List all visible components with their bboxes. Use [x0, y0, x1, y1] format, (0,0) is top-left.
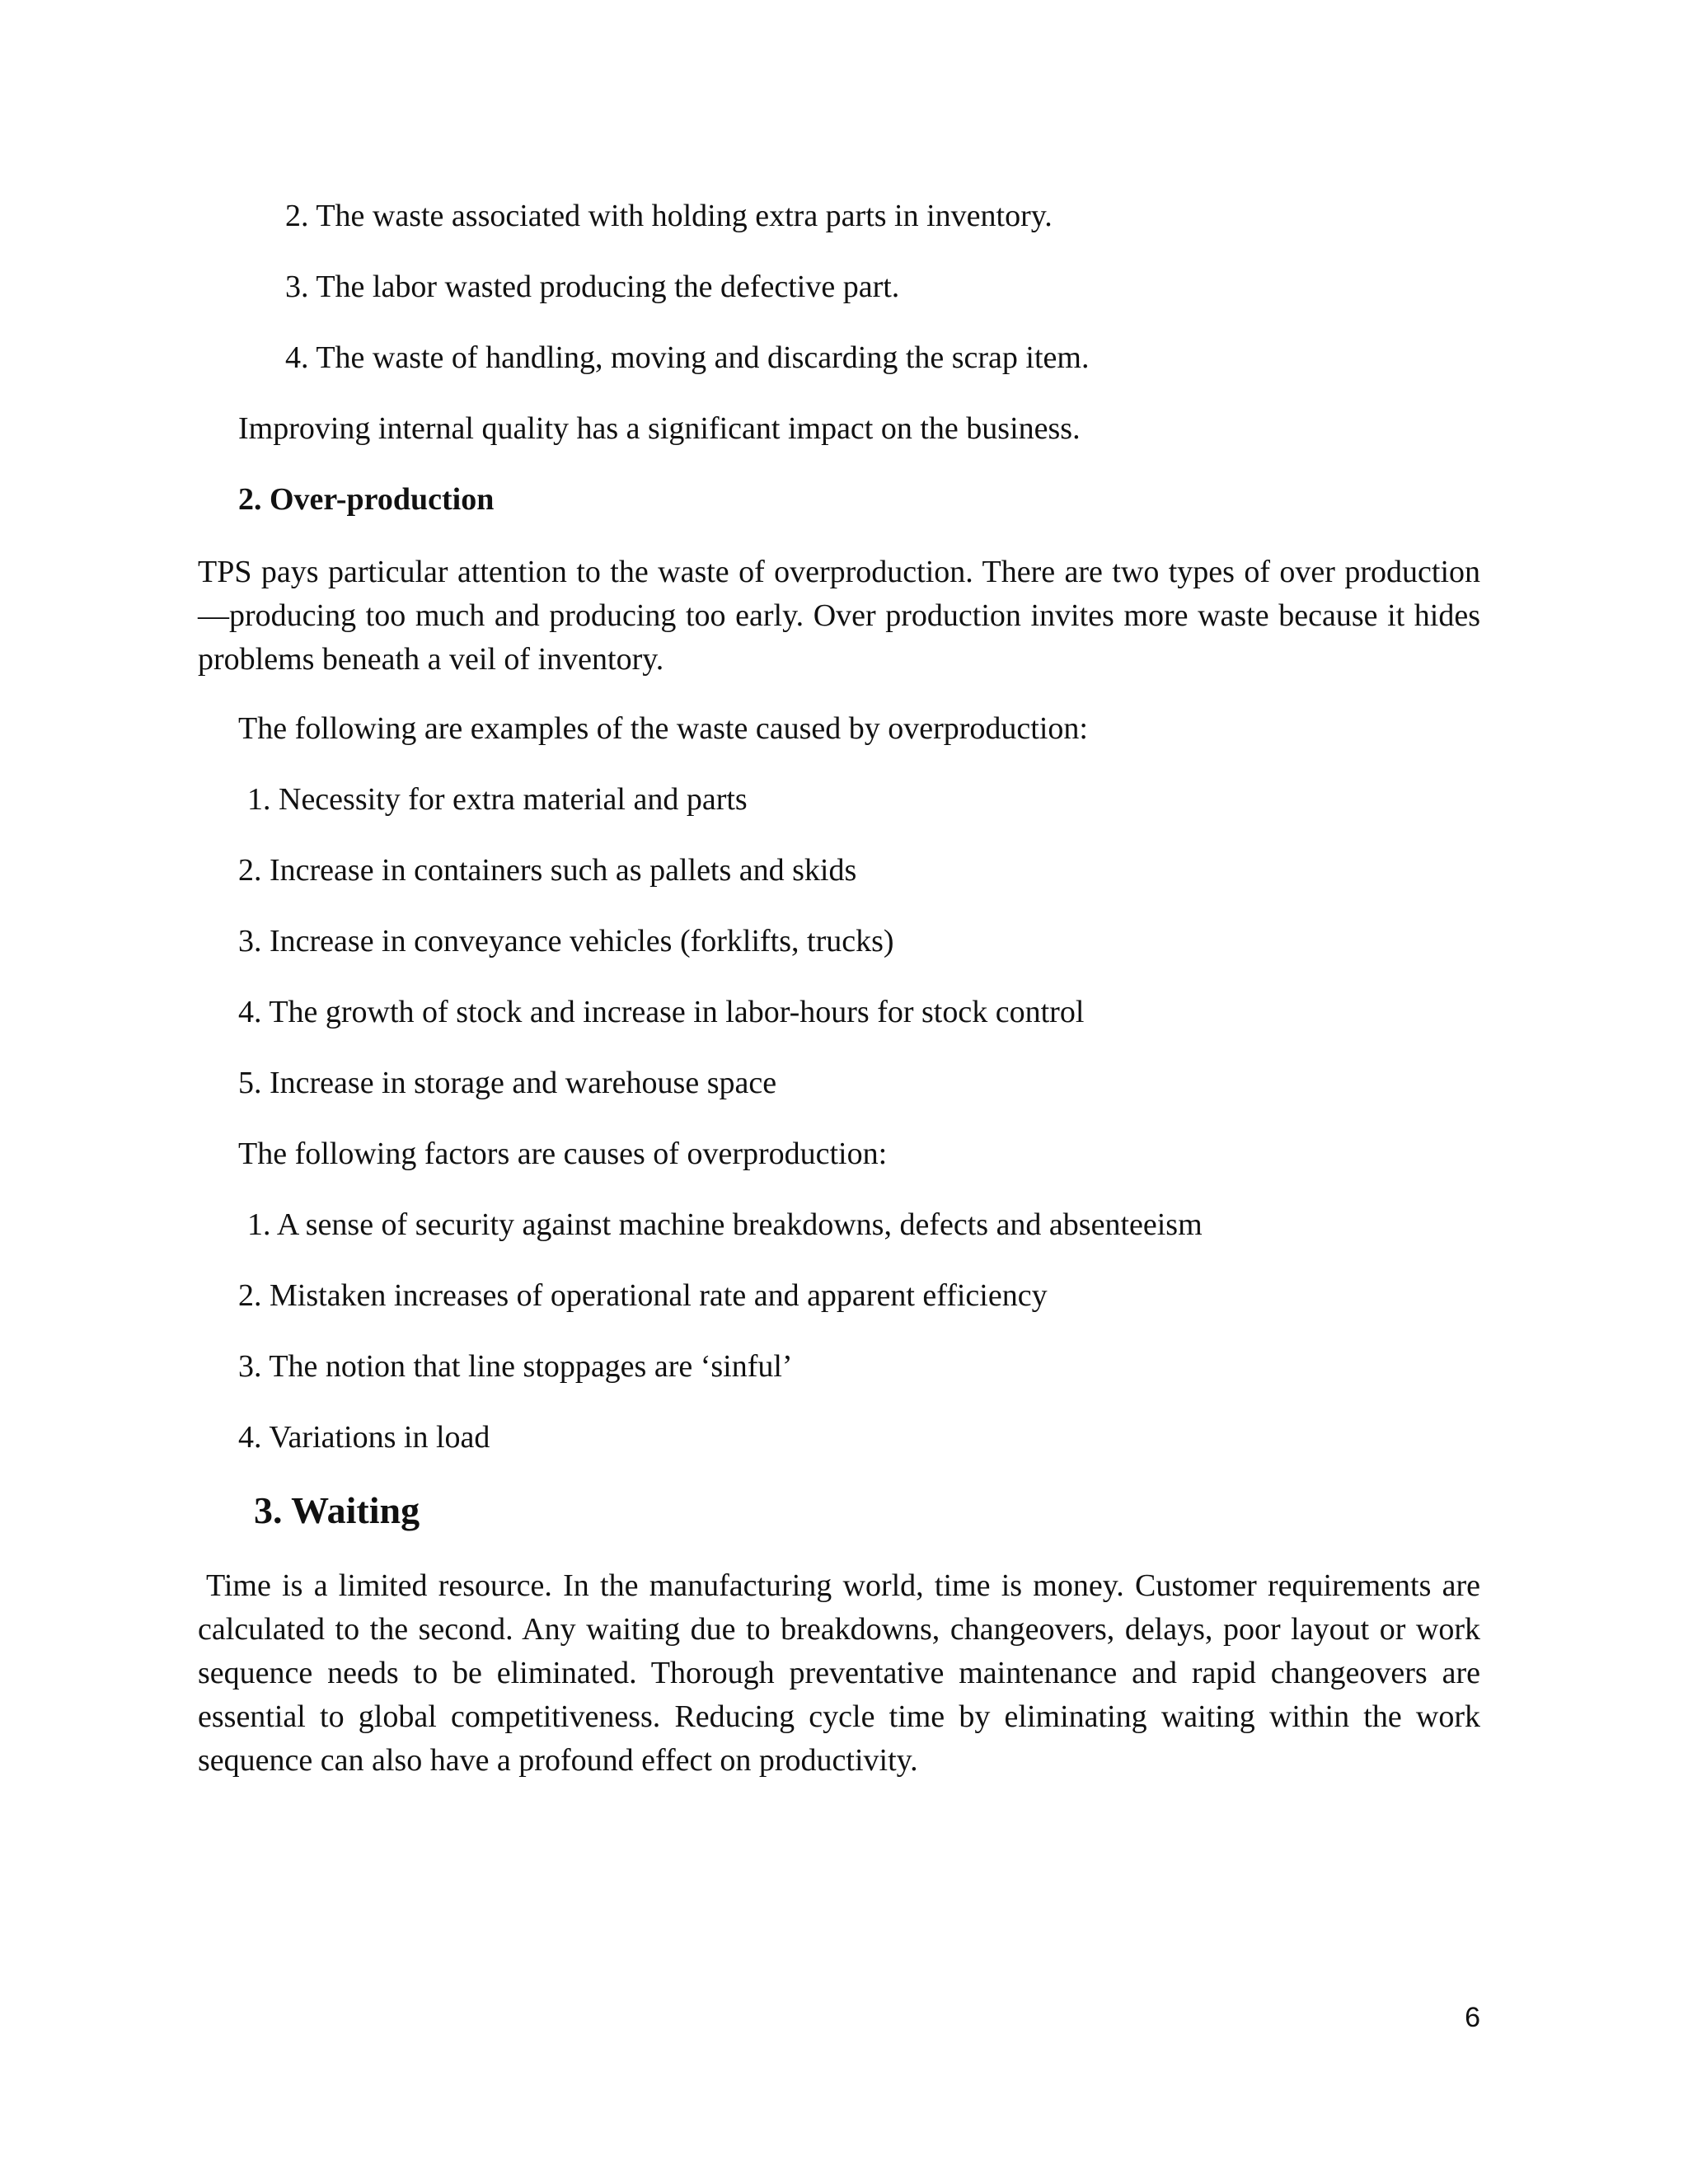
defect-list-item-2: 2. The waste associated with holding extra parts in inventory. — [285, 199, 1053, 233]
overproduction-cause-4: 4. Variations in load — [238, 1420, 490, 1455]
overproduction-causes-lead: The following factors are causes of overproduction: — [238, 1137, 888, 1171]
defect-list-item-3: 3. The labor wasted producing the defective part. — [285, 269, 900, 304]
waiting-body: Time is a limited resource. In the manufacturing world, time is money. Customer requirements are calculated to the second. Any waiting due to breakdowns, changeovers, delays, poor layout or work sequence needs to be eliminated. Thorough preventative maintenance and rapid changeovers are essential to global competitiveness. Reducing cycle time by eliminating waiting within the work sequence can also have a profound effect on productivity. — [198, 1568, 1480, 1778]
defect-list-item-4: 4. The waste of handling, moving and discarding the scrap item. — [285, 340, 1090, 375]
overproduction-example-2: 2. Increase in containers such as pallets and skids — [238, 853, 857, 888]
overproduction-example-1: 1. Necessity for extra material and parts — [247, 782, 748, 817]
overproduction-example-3: 3. Increase in conveyance vehicles (forklifts, trucks) — [238, 924, 894, 958]
overproduction-example-5: 5. Increase in storage and warehouse space — [238, 1066, 777, 1100]
overproduction-examples-lead: The following are examples of the waste caused by overproduction: — [238, 711, 1088, 746]
page-number: 6 — [1465, 2002, 1480, 2033]
overproduction-heading: 2. Over-production — [238, 482, 495, 517]
overproduction-cause-3: 3. The notion that line stoppages are ‘sinful’ — [238, 1349, 793, 1384]
overproduction-cause-2: 2. Mistaken increases of operational rate and apparent efficiency — [238, 1278, 1048, 1313]
overproduction-example-4: 4. The growth of stock and increase in labor-hours for stock control — [238, 995, 1085, 1029]
overproduction-cause-1: 1. A sense of security against machine breakdowns, defects and absenteeism — [247, 1207, 1203, 1242]
overproduction-intro: TPS pays particular attention to the waste of overproduction. There are two types of over production—producing too much and producing too early. Over production invites more waste because it hides problems beneath a veil of inventory. — [198, 555, 1480, 677]
defect-summary: Improving internal quality has a significant impact on the business. — [238, 411, 1081, 446]
waiting-heading: 3. Waiting — [254, 1489, 420, 1531]
